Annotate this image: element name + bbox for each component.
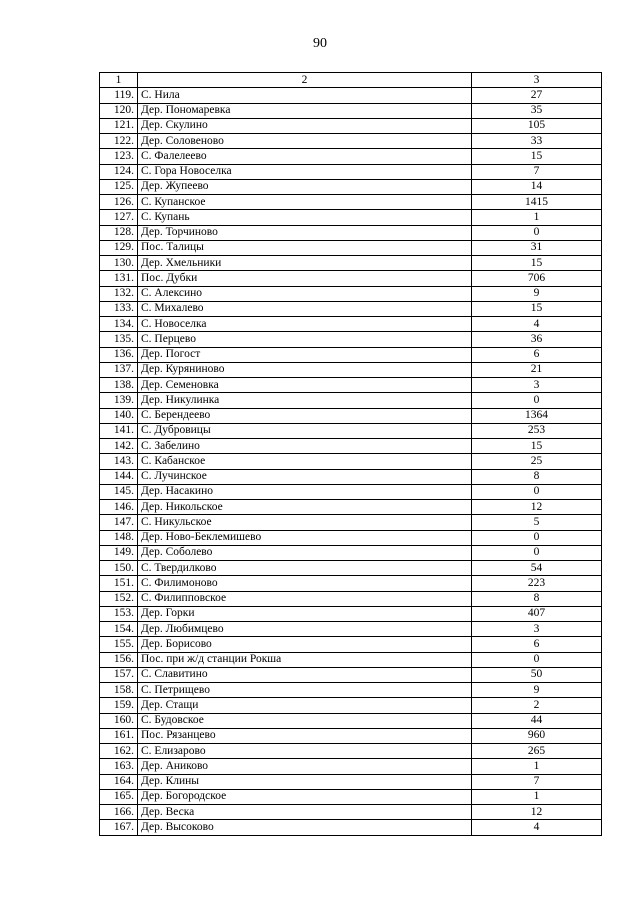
table-row — [100, 652, 602, 667]
settlement-name-cell: Дер. Жупеево — [138, 179, 472, 194]
value-cell: 54 — [472, 561, 602, 576]
settlement-name-cell: С. Твердилково — [138, 561, 472, 576]
settlement-name-cell: Пос. Дубки — [138, 271, 472, 286]
value-cell: 35 — [472, 103, 602, 118]
header-cell-number: 1 — [100, 73, 138, 88]
row-number-cell: 159. — [100, 698, 138, 713]
row-number-cell: 146. — [100, 500, 138, 515]
value-cell: 1 — [472, 759, 602, 774]
value-cell: 0 — [472, 530, 602, 545]
table-row — [100, 347, 602, 362]
row-number-cell: 122. — [100, 134, 138, 149]
row-number-cell: 167. — [100, 820, 138, 835]
settlement-name-cell: Дер. Куряниново — [138, 362, 472, 377]
row-number-cell: 151. — [100, 576, 138, 591]
value-cell: 12 — [472, 805, 602, 820]
row-number-cell: 139. — [100, 393, 138, 408]
value-cell: 960 — [472, 728, 602, 743]
settlement-name-cell: С. Петрищево — [138, 683, 472, 698]
table-row — [100, 225, 602, 240]
value-cell: 4 — [472, 820, 602, 835]
value-cell: 0 — [472, 225, 602, 240]
table-row — [100, 118, 602, 133]
value-cell: 1364 — [472, 408, 602, 423]
row-number-cell: 130. — [100, 256, 138, 271]
value-cell: 8 — [472, 469, 602, 484]
value-cell: 407 — [472, 606, 602, 621]
value-cell: 9 — [472, 683, 602, 698]
row-number-cell: 128. — [100, 225, 138, 240]
value-cell: 15 — [472, 439, 602, 454]
table-row — [100, 728, 602, 743]
settlement-name-cell: Дер. Стащи — [138, 698, 472, 713]
value-cell: 33 — [472, 134, 602, 149]
row-number-cell: 135. — [100, 332, 138, 347]
row-number-cell: 144. — [100, 469, 138, 484]
table-row — [100, 210, 602, 225]
settlement-name-cell: С. Гора Новоселка — [138, 164, 472, 179]
row-number-cell: 137. — [100, 362, 138, 377]
settlement-name-cell: С. Елизарово — [138, 744, 472, 759]
row-number-cell: 134. — [100, 317, 138, 332]
row-number-cell: 121. — [100, 118, 138, 133]
table-row — [100, 164, 602, 179]
table-row — [100, 667, 602, 682]
row-number-cell: 138. — [100, 378, 138, 393]
row-number-cell: 158. — [100, 683, 138, 698]
value-cell: 7 — [472, 774, 602, 789]
table-row — [100, 240, 602, 255]
value-cell: 15 — [472, 256, 602, 271]
row-number-cell: 149. — [100, 545, 138, 560]
table-row — [100, 393, 602, 408]
table-row — [100, 637, 602, 652]
table-row — [100, 286, 602, 301]
value-cell: 706 — [472, 271, 602, 286]
row-number-cell: 120. — [100, 103, 138, 118]
value-cell: 25 — [472, 454, 602, 469]
table-row — [100, 271, 602, 286]
row-number-cell: 153. — [100, 606, 138, 621]
header-cell-value: 3 — [472, 73, 602, 88]
table-row — [100, 408, 602, 423]
row-number-cell: 162. — [100, 744, 138, 759]
table-row — [100, 545, 602, 560]
table-header-row — [100, 73, 602, 88]
settlement-name-cell: Пос. при ж/д станции Рокша — [138, 652, 472, 667]
settlement-name-cell: С. Фалелеево — [138, 149, 472, 164]
row-number-cell: 132. — [100, 286, 138, 301]
table-row — [100, 256, 602, 271]
table-row — [100, 332, 602, 347]
settlement-name-cell: Дер. Пономаревка — [138, 103, 472, 118]
row-number-cell: 154. — [100, 622, 138, 637]
page-number: 90 — [313, 36, 327, 51]
row-number-cell: 164. — [100, 774, 138, 789]
row-number-cell: 147. — [100, 515, 138, 530]
settlement-name-cell: С. Купань — [138, 210, 472, 225]
settlement-name-cell: С. Перцево — [138, 332, 472, 347]
table-row — [100, 561, 602, 576]
table-row — [100, 576, 602, 591]
table-row — [100, 454, 602, 469]
settlement-name-cell: Дер. Соловеново — [138, 134, 472, 149]
settlement-name-cell: С. Славитино — [138, 667, 472, 682]
settlement-name-cell: Дер. Горки — [138, 606, 472, 621]
settlement-name-cell: С. Никульское — [138, 515, 472, 530]
table-row — [100, 484, 602, 499]
table-row — [100, 195, 602, 210]
table-row — [100, 500, 602, 515]
table-row — [100, 423, 602, 438]
row-number-cell: 131. — [100, 271, 138, 286]
row-number-cell: 148. — [100, 530, 138, 545]
row-number-cell: 140. — [100, 408, 138, 423]
settlement-name-cell: Дер. Никулинка — [138, 393, 472, 408]
row-number-cell: 127. — [100, 210, 138, 225]
value-cell: 8 — [472, 591, 602, 606]
row-number-cell: 129. — [100, 240, 138, 255]
settlement-name-cell: Дер. Семеновка — [138, 378, 472, 393]
settlement-name-cell: Дер. Аниково — [138, 759, 472, 774]
value-cell: 9 — [472, 286, 602, 301]
table-row — [100, 88, 602, 103]
row-number-cell: 119. — [100, 88, 138, 103]
settlement-name-cell: С. Дубровицы — [138, 423, 472, 438]
value-cell: 6 — [472, 637, 602, 652]
table-row — [100, 622, 602, 637]
settlement-name-cell: Дер. Высоково — [138, 820, 472, 835]
settlement-name-cell: Дер. Любимцево — [138, 622, 472, 637]
table-row — [100, 439, 602, 454]
row-number-cell: 165. — [100, 789, 138, 804]
value-cell: 265 — [472, 744, 602, 759]
value-cell: 44 — [472, 713, 602, 728]
settlement-name-cell: С. Лучинское — [138, 469, 472, 484]
table-row — [100, 713, 602, 728]
row-number-cell: 156. — [100, 652, 138, 667]
settlement-name-cell: Дер. Насакино — [138, 484, 472, 499]
table-row — [100, 515, 602, 530]
table-row — [100, 134, 602, 149]
settlement-name-cell: Дер. Ново-Беклемишево — [138, 530, 472, 545]
settlement-name-cell: С. Филимоново — [138, 576, 472, 591]
row-number-cell: 136. — [100, 347, 138, 362]
value-cell: 7 — [472, 164, 602, 179]
value-cell: 6 — [472, 347, 602, 362]
settlement-name-cell: С. Берендеево — [138, 408, 472, 423]
table-row — [100, 774, 602, 789]
settlement-name-cell: Дер. Торчиново — [138, 225, 472, 240]
value-cell: 5 — [472, 515, 602, 530]
settlements-table — [99, 72, 602, 836]
settlement-name-cell: Пос. Рязанцево — [138, 728, 472, 743]
value-cell: 27 — [472, 88, 602, 103]
value-cell: 223 — [472, 576, 602, 591]
value-cell: 1415 — [472, 195, 602, 210]
settlement-name-cell: С. Будовское — [138, 713, 472, 728]
row-number-cell: 160. — [100, 713, 138, 728]
settlement-name-cell: Пос. Талицы — [138, 240, 472, 255]
value-cell: 3 — [472, 622, 602, 637]
table-row — [100, 759, 602, 774]
value-cell: 1 — [472, 210, 602, 225]
table-row — [100, 789, 602, 804]
table-row — [100, 179, 602, 194]
table-row — [100, 149, 602, 164]
settlement-name-cell: С. Забелино — [138, 439, 472, 454]
value-cell: 15 — [472, 301, 602, 316]
settlement-name-cell: С. Купанское — [138, 195, 472, 210]
settlement-name-cell: Дер. Хмельники — [138, 256, 472, 271]
settlement-name-cell: Дер. Борисово — [138, 637, 472, 652]
value-cell: 31 — [472, 240, 602, 255]
value-cell: 1 — [472, 789, 602, 804]
settlement-name-cell: С. Алексино — [138, 286, 472, 301]
row-number-cell: 157. — [100, 667, 138, 682]
settlement-name-cell: С. Новоселка — [138, 317, 472, 332]
settlement-name-cell: С. Филипповское — [138, 591, 472, 606]
settlement-name-cell: Дер. Никольское — [138, 500, 472, 515]
value-cell: 14 — [472, 179, 602, 194]
table-row — [100, 301, 602, 316]
table-row — [100, 378, 602, 393]
table-row — [100, 591, 602, 606]
settlement-name-cell: Дер. Скулино — [138, 118, 472, 133]
value-cell: 0 — [472, 652, 602, 667]
value-cell: 3 — [472, 378, 602, 393]
row-number-cell: 163. — [100, 759, 138, 774]
value-cell: 15 — [472, 149, 602, 164]
settlement-name-cell: С. Нила — [138, 88, 472, 103]
row-number-cell: 143. — [100, 454, 138, 469]
settlement-name-cell: Дер. Погост — [138, 347, 472, 362]
settlement-name-cell: С. Кабанское — [138, 454, 472, 469]
table-row — [100, 805, 602, 820]
row-number-cell: 133. — [100, 301, 138, 316]
table-row — [100, 698, 602, 713]
header-cell-name: 2 — [138, 73, 472, 88]
table-body — [100, 73, 602, 836]
row-number-cell: 152. — [100, 591, 138, 606]
value-cell: 12 — [472, 500, 602, 515]
value-cell: 0 — [472, 545, 602, 560]
row-number-cell: 145. — [100, 484, 138, 499]
table-row — [100, 530, 602, 545]
table-row — [100, 744, 602, 759]
value-cell: 253 — [472, 423, 602, 438]
table-row — [100, 469, 602, 484]
settlement-name-cell: Дер. Веска — [138, 805, 472, 820]
row-number-cell: 126. — [100, 195, 138, 210]
table-row — [100, 820, 602, 835]
row-number-cell: 124. — [100, 164, 138, 179]
settlement-name-cell: Дер. Соболево — [138, 545, 472, 560]
value-cell: 36 — [472, 332, 602, 347]
table-row — [100, 103, 602, 118]
value-cell: 0 — [472, 484, 602, 499]
row-number-cell: 142. — [100, 439, 138, 454]
value-cell: 50 — [472, 667, 602, 682]
row-number-cell: 125. — [100, 179, 138, 194]
row-number-cell: 161. — [100, 728, 138, 743]
row-number-cell: 141. — [100, 423, 138, 438]
table-row — [100, 317, 602, 332]
table-row — [100, 683, 602, 698]
table-row — [100, 362, 602, 377]
value-cell: 105 — [472, 118, 602, 133]
value-cell: 21 — [472, 362, 602, 377]
settlement-name-cell: С. Михалево — [138, 301, 472, 316]
value-cell: 0 — [472, 393, 602, 408]
table-row — [100, 606, 602, 621]
row-number-cell: 150. — [100, 561, 138, 576]
row-number-cell: 166. — [100, 805, 138, 820]
row-number-cell: 155. — [100, 637, 138, 652]
row-number-cell: 123. — [100, 149, 138, 164]
value-cell: 4 — [472, 317, 602, 332]
settlement-name-cell: Дер. Богородское — [138, 789, 472, 804]
value-cell: 2 — [472, 698, 602, 713]
settlement-name-cell: Дер. Клины — [138, 774, 472, 789]
